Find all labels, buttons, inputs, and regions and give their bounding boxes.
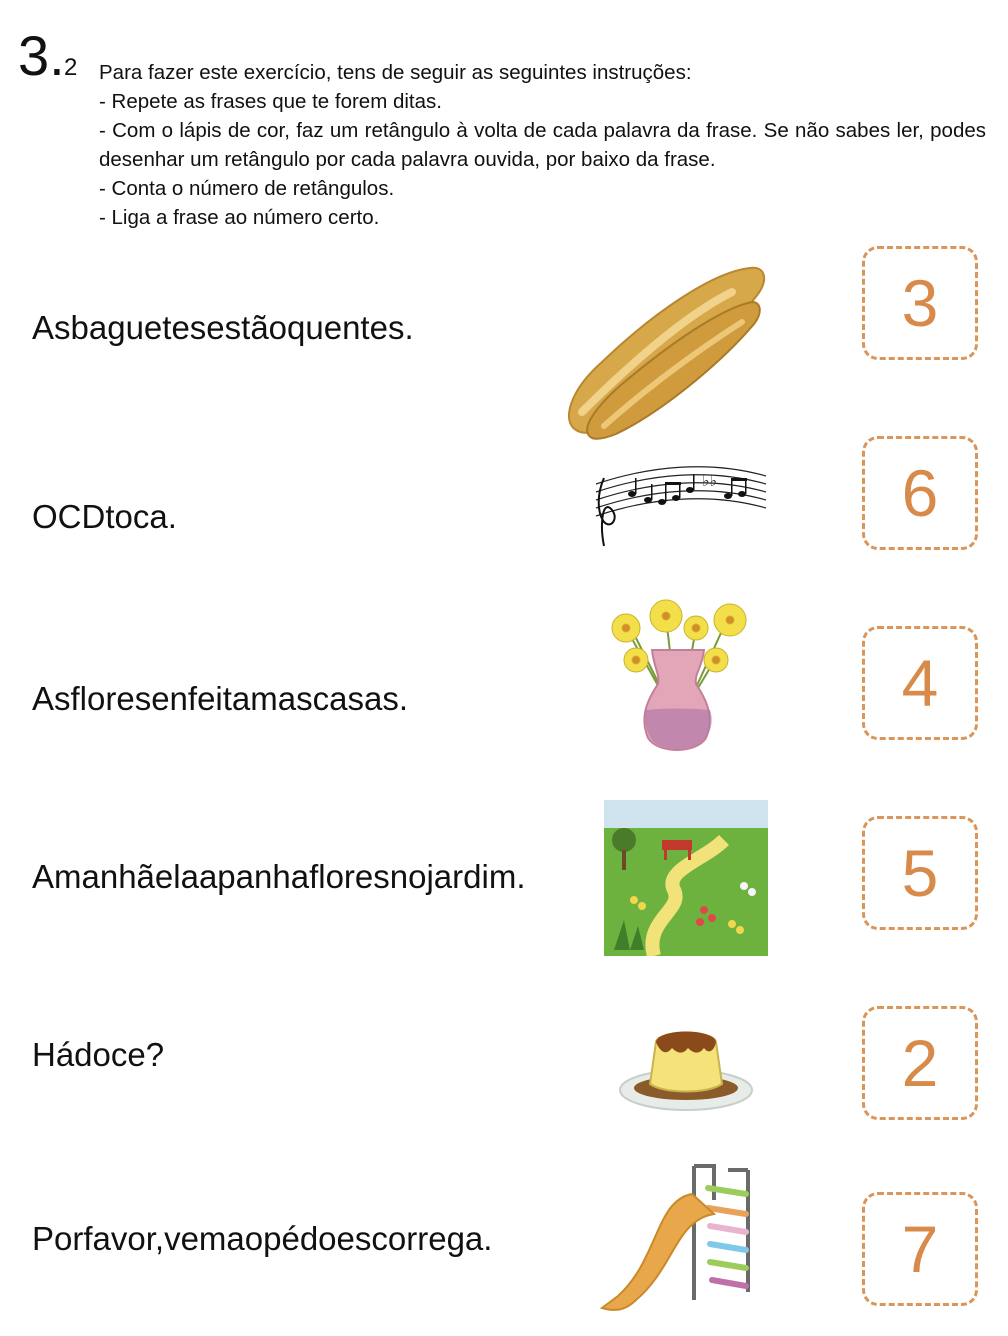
sentence-6[interactable]: Porfavor,vemaopédoescorrega. — [32, 1220, 493, 1257]
instruction-step-3: - Conta o número de retângulos. — [99, 177, 395, 200]
number-box-7[interactable]: 7 — [862, 1192, 978, 1306]
sentence-3[interactable]: Asfloresenfeitamascasas. — [32, 680, 409, 717]
sentence-1[interactable]: Asbaguetesestãoquentes. — [32, 309, 414, 346]
number-box-6[interactable]: 6 — [862, 436, 978, 550]
instruction-step-2: - Com o lápis de cor, faz um retângulo à volta de cada palavra da frase. Se não sabes ler, podes desenhar um retângulo por cada palavra ouvida, por baixo da frase. — [99, 119, 986, 171]
instruction-step-4: - Liga a frase ao número certo. — [99, 206, 380, 229]
sentence-2[interactable]: OCDtoca. — [32, 498, 177, 535]
sentence-5[interactable]: Hádoce? — [32, 1036, 165, 1073]
pudding-image — [618, 1022, 754, 1114]
instructions-intro: Para fazer este exercício, tens de seguir as seguintes instruções: — [99, 61, 692, 84]
baguettes-image — [562, 262, 768, 440]
exercise-subnumber: 2 — [64, 54, 78, 81]
exercise-number: 3. — [18, 24, 65, 87]
sentence-4[interactable]: Amanhãelaapanhafloresnojardim. — [32, 858, 526, 895]
music-notes-image — [590, 456, 770, 548]
flower-vase-image — [596, 598, 758, 756]
number-box-2[interactable]: 2 — [862, 1006, 978, 1120]
number-box-3[interactable]: 3 — [862, 246, 978, 360]
instructions — [99, 58, 986, 232]
number-box-5[interactable]: 5 — [862, 816, 978, 930]
garden-image — [604, 800, 768, 956]
instruction-step-1: - Repete as frases que te forem ditas. — [99, 90, 442, 113]
number-box-4[interactable]: 4 — [862, 626, 978, 740]
svg-text:♭♭: ♭♭ — [702, 471, 718, 490]
slide-image — [596, 1160, 756, 1314]
